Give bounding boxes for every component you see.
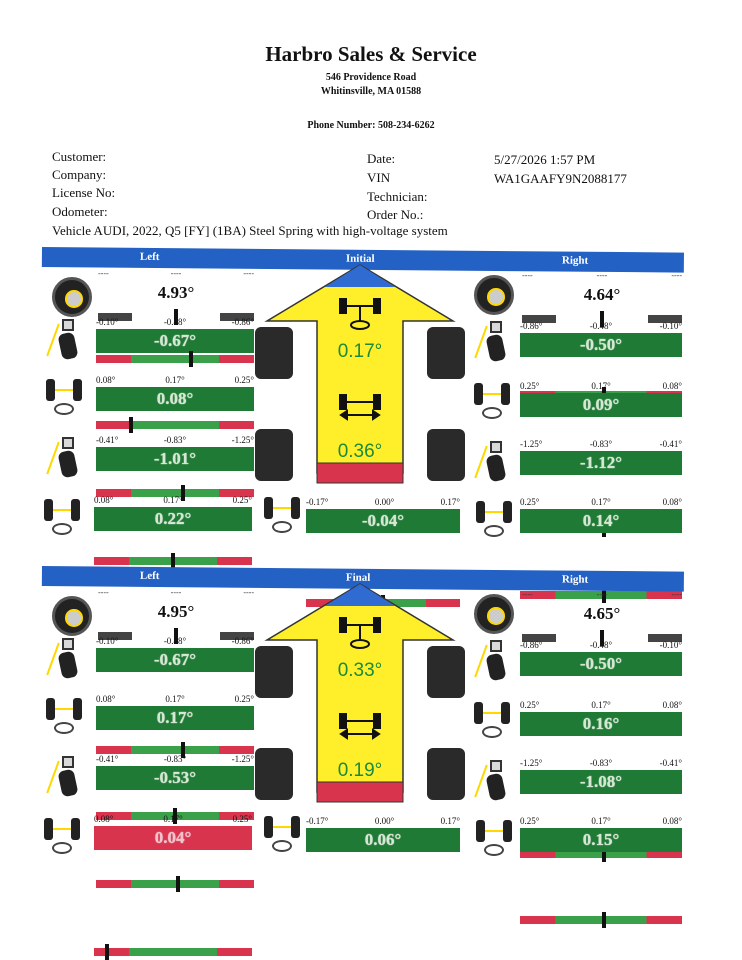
final-left-caster-dash-0: ---- [98,588,109,597]
technician-label: Technician: [367,189,428,204]
final-left-rear-camber-min: -0.41° [96,754,119,764]
initial-right-rear-camber-scale [520,439,682,449]
final-left-front-camber-mid: -0.48° [163,636,187,646]
final-right-rear-toe-value: 0.15° [520,828,682,852]
final-left-front-camber-scale [96,636,254,646]
initial-left-caster-value: 4.93° [157,283,195,302]
final-left-rear-toe-min: 0.08° [94,814,114,824]
final-right-front-toe-mid: 0.17° [591,700,611,710]
shop-name: Harbro Sales & Service [265,42,477,66]
final-right-front-camber-min: -0.86° [520,640,543,650]
final-band-center: Final [345,571,371,584]
final-left-rear-camber-max: -1.25° [231,754,254,764]
final-left-caster-dash-1: ---- [170,588,182,597]
initial-left-rear-toe-range-bar [94,557,252,565]
initial-left-front-toe-icon [44,375,84,419]
initial-left-front-toe-max: 0.25° [234,375,254,385]
final-right-front-camber-max: -0.10° [659,640,682,650]
initial-thrust-max: 0.17° [440,497,460,507]
initial-left-front-toe-mid: 0.17° [165,375,185,385]
final-right-rear-camber-min: -1.25° [520,758,543,768]
final-right-caster-dash-0: ---- [522,590,533,599]
initial-right-rear-toe-mid: 0.17° [591,497,611,507]
final-left-caster-dash-2: ---- [243,588,254,597]
final-tire-fr [427,646,465,698]
initial-left-rear-toe-icon [42,495,82,539]
initial-left-rear-toe-scale [94,495,252,505]
final-left-rear-camber-indicator [176,876,180,892]
final-thrust-icon [262,812,302,856]
initial-thrust-min: -0.17° [306,497,329,507]
phone-label: Phone Number: [307,120,376,131]
final-right-front-toe-max: 0.08° [662,700,682,710]
initial-left-rear-toe-min: 0.08° [94,495,114,505]
initial-left-rear-camber-value: -1.01° [96,447,254,471]
final-right-front-toe-scale [520,700,682,710]
phone-number: 508-234-6262 [377,120,435,131]
initial-right-caster-dash-0: ---- [522,271,533,280]
initial-left-front-camber-value: -0.67° [96,329,254,353]
initial-right-rear-camber-mid: -0.83° [589,439,613,449]
initial-right-front-toe-max: 0.08° [662,381,682,391]
initial-left-caster-dash-1: ---- [170,269,182,278]
initial-thrust-value: -0.04° [306,509,460,533]
initial-band-right: Right [561,254,589,267]
initial-left-rear-toe-max: 0.25° [232,495,252,505]
final-thrust-scale [306,816,460,826]
initial-right-front-toe-scale [520,381,682,391]
company-label: Company: [52,167,107,182]
initial-left-front-camber-max: -0.86° [231,317,254,327]
final-right-rear-toe-min: 0.25° [520,816,540,826]
initial-left-caster-dash-0: ---- [98,269,109,278]
final-left-front-toe-max: 0.25° [234,694,254,704]
initial-right-caster-dashes [522,271,682,280]
final-band-right: Right [561,573,589,586]
final-right-caster-dashes [522,590,682,599]
final-left-caster-value: 4.95° [157,602,195,621]
initial-left-caster-dashes [98,269,254,278]
odometer-label: Odometer: [52,204,108,219]
initial-left-rear-camber-icon [48,435,88,479]
final-left-rear-camber-range-bar [96,880,254,888]
final-thrust-mid: 0.00° [374,816,395,826]
initial-left-caster-wheel-icon [52,277,92,317]
initial-left-rear-camber-scale [96,435,254,445]
final-left-front-toe-mid: 0.17° [165,694,185,704]
initial-left-front-toe-range-bar [96,421,254,429]
initial-right-rear-toe-value: 0.14° [520,509,682,533]
initial-band-left: Left [139,250,160,264]
final-left-caster-wheel-icon [52,596,92,636]
final-left-rear-toe-icon [42,814,82,858]
initial-left-rear-camber-min: -0.41° [96,435,119,445]
initial-thrust-scale [306,497,460,507]
final-thrust-max: 0.17° [440,816,460,826]
initial-right-front-toe-min: 0.25° [520,381,540,391]
initial-tire-fl [255,327,293,379]
final-right-caster-dash-1: ---- [596,590,608,599]
final-left-front-toe-icon [44,694,84,738]
order-label: Order No.: [367,207,424,222]
final-left-rear-toe-max: 0.25° [232,814,252,824]
final-left-front-camber-range-bar [96,746,254,754]
final-left-caster-dashes [98,588,254,597]
final-left-rear-toe-indicator [105,944,109,960]
license-label: License No: [52,185,116,200]
final-left-rear-toe-range-bar [94,948,252,956]
initial-right-front-camber-value: -0.50° [520,333,682,357]
initial-left-rear-toe-mid: 0.17° [163,495,183,505]
initial-left-front-camber-icon [48,317,88,361]
initial-right-rear-camber-max: -0.41° [659,439,682,449]
final-right-front-camber-value: -0.50° [520,652,682,676]
initial-left-rear-toe-value: 0.22° [94,507,252,531]
initial-right-rear-camber-value: -1.12° [520,451,682,475]
initial-thrust-mid: 0.00° [374,497,395,507]
final-left-front-toe-min: 0.08° [96,694,116,704]
final-right-front-camber-mid: -0.48° [589,640,613,650]
final-right-rear-camber-scale [520,758,682,768]
final-right-rear-camber-icon [476,758,516,802]
initial-right-rear-toe-scale [520,497,682,507]
customer-label: Customer: [52,149,107,164]
initial-right-front-camber-min: -0.86° [520,321,543,331]
initial-left-front-camber-range-bar [96,355,254,363]
final-left-rear-camber-mid: -0.83° [163,754,187,764]
initial-tire-rr [427,429,465,481]
initial-right-front-toe-icon [472,379,512,423]
final-right-front-camber-scale [520,640,682,650]
initial-left-front-toe-value: 0.08° [96,387,254,411]
final-right-rear-toe-icon [474,816,514,860]
initial-right-caster-value: 4.64° [583,285,621,304]
vin-label: VIN [367,170,391,185]
final-right-caster-value: 4.65° [583,604,621,623]
shop-address: 546 Providence Road [325,72,417,83]
initial-left-front-camber-min: -0.10° [96,317,119,327]
initial-left-front-toe-scale [96,375,254,385]
date-label: Date: [367,151,396,166]
initial-left-front-toe-indicator [129,417,133,433]
initial-right-front-camber-icon [476,319,516,363]
initial-left-rear-camber-max: -1.25° [231,435,254,445]
shop-phone [0,120,742,131]
initial-total-toe-rear: 0.36° [337,441,383,462]
final-right-front-toe-min: 0.25° [520,700,540,710]
initial-total-toe-front: 0.17° [337,341,383,362]
final-right-caster-wheel-icon [474,594,514,634]
vin-value: WA1GAAFY9N2088177 [494,171,627,186]
initial-left-front-camber-mid: -0.48° [163,317,187,327]
initial-right-front-camber-max: -0.10° [659,321,682,331]
date-value: 5/27/2026 1:57 PM [494,152,596,167]
final-right-rear-camber-range-bar [520,916,682,924]
final-left-rear-toe-scale [94,814,252,824]
final-thrust-min: -0.17° [306,816,329,826]
final-total-toe-rear: 0.19° [337,760,383,781]
final-right-rear-toe-max: 0.08° [662,816,682,826]
initial-right-rear-toe-icon [474,497,514,541]
final-right-rear-toe-scale [520,816,682,826]
initial-thrust-icon [262,493,302,537]
initial-tire-rl [255,429,293,481]
final-left-front-toe-value: 0.17° [96,706,254,730]
initial-right-caster-dash-1: ---- [596,271,608,280]
initial-right-caster-dash-2: ---- [671,271,682,280]
final-left-rear-camber-scale [96,754,254,764]
final-thrust-value: 0.06° [306,828,460,852]
initial-right-caster-wheel-icon [474,275,514,315]
final-left-front-toe-scale [96,694,254,704]
final-left-rear-camber-value: -0.53° [96,766,254,790]
initial-left-front-toe-min: 0.08° [96,375,116,385]
initial-left-front-camber-indicator [189,351,193,367]
initial-left-front-camber-scale [96,317,254,327]
initial-band-center: Initial [345,252,375,265]
final-total-toe-front: 0.33° [337,660,383,681]
final-tire-fl [255,646,293,698]
vehicle-line [52,223,448,239]
initial-right-rear-toe-min: 0.25° [520,497,540,507]
final-tire-rr [427,748,465,800]
final-right-caster-dash-2: ---- [671,590,682,599]
final-left-front-camber-value: -0.67° [96,648,254,672]
shop-city: Whitinsville, MA 01588 [320,86,422,97]
initial-right-front-toe-mid: 0.17° [591,381,611,391]
initial-rear-base [317,463,403,483]
initial-right-rear-camber-icon [476,439,516,483]
final-right-rear-camber-mid: -0.83° [589,758,613,768]
final-tire-rl [255,748,293,800]
initial-right-front-toe-value: 0.09° [520,393,682,417]
final-left-front-camber-min: -0.10° [96,636,119,646]
final-arrow-tip [325,584,395,606]
final-right-rear-toe-mid: 0.17° [591,816,611,826]
initial-left-rear-camber-mid: -0.83° [163,435,187,445]
final-right-front-camber-icon [476,638,516,682]
initial-right-rear-toe-max: 0.08° [662,497,682,507]
vehicle-label: Vehicle [52,223,91,238]
initial-tire-fr [427,327,465,379]
initial-right-rear-camber-min: -1.25° [520,439,543,449]
final-left-rear-camber-icon [48,754,88,798]
initial-arrow-tip [325,265,395,287]
final-left-front-camber-max: -0.86° [231,636,254,646]
final-rear-base [317,782,403,802]
final-left-front-camber-icon [48,636,88,680]
vehicle-value: AUDI, 2022, Q5 [FY] (1BA) Steel Spring with high-voltage system [93,223,448,238]
final-band-left: Left [139,569,160,583]
initial-right-front-camber-mid: -0.48° [589,321,613,331]
final-right-rear-camber-max: -0.41° [659,758,682,768]
final-right-rear-camber-value: -1.08° [520,770,682,794]
final-right-front-toe-value: 0.16° [520,712,682,736]
final-left-rear-toe-mid: 0.17° [163,814,183,824]
final-right-rear-camber-indicator [602,912,606,928]
initial-right-front-camber-scale [520,321,682,331]
final-left-rear-toe-value: 0.04° [94,826,252,850]
initial-left-caster-dash-2: ---- [243,269,254,278]
final-right-front-toe-icon [472,698,512,742]
